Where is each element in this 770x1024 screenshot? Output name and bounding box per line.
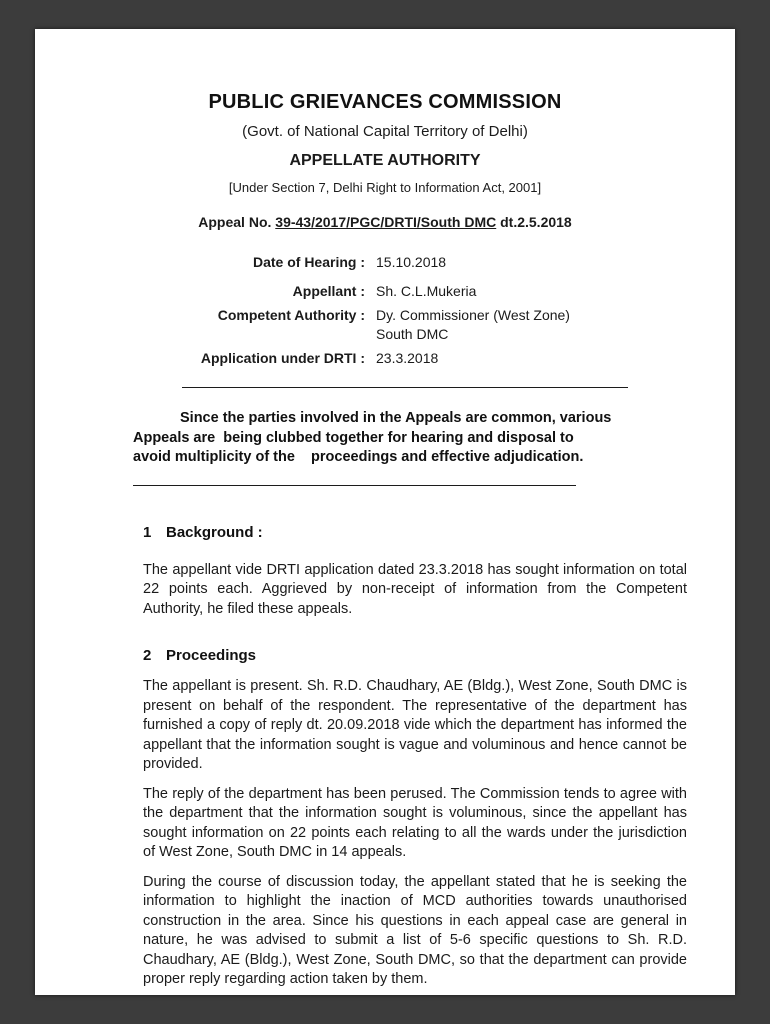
paragraph: The appellant is present. Sh. R.D. Chaudhary, AE (Bldg.), West Zone, South DMC is present on behalf of the respondent. The representative of the department has furnished a copy of reply dt. 20.09.2018 vide which the department has informed the appellant that the information sought is vague and voluminous and hence cannot be provided. xyxy=(143,678,687,772)
section-heading xyxy=(143,524,687,541)
divider-bottom xyxy=(133,485,576,486)
meta-value: Sh. C.L.Mukeria xyxy=(376,283,477,299)
govt-subtitle: (Govt. of National Capital Territory of Delhi) xyxy=(242,123,528,140)
clubbing-note-line: Since the parties involved in the Appeals are common, various xyxy=(180,410,612,426)
clubbing-note xyxy=(133,409,675,468)
meta-value: 15.10.2018 xyxy=(376,254,447,270)
appeal-date-suffix: dt.2.5.2018 xyxy=(496,214,572,230)
meta-value-line: Dy. Commissioner (West Zone) xyxy=(376,307,570,323)
commission-title: PUBLIC GRIEVANCES COMMISSION xyxy=(208,91,562,113)
meta-value-line: South DMC xyxy=(376,326,449,342)
act-reference-line: [Under Section 7, Delhi Right to Information Act, 2001] xyxy=(228,180,542,195)
section-heading xyxy=(143,647,687,664)
meta-label: Competent Authority : xyxy=(217,307,365,323)
meta-row-application-under-drti xyxy=(35,349,735,368)
section-number: 1 xyxy=(143,523,152,541)
authority-title: APPELLATE AUTHORITY xyxy=(289,152,481,169)
meta-row-appellant xyxy=(35,282,735,301)
section-background xyxy=(143,524,687,620)
clubbing-note-line: avoid multiplicity of the proceedings and effective adjudication. xyxy=(133,449,584,465)
paragraph: The appellant vide DRTI application dated 23.3.2018 has sought information on total 22 points each. Aggrieved by non-receipt of information from the Competent Authority, he filed these appeals. xyxy=(143,561,687,617)
section-heading-text: Proceedings xyxy=(166,647,257,664)
document-body xyxy=(143,524,687,990)
section-proceedings xyxy=(143,647,687,990)
meta-row-date-of-hearing xyxy=(35,253,735,272)
paragraph: The reply of the department has been perused. The Commission tends to agree with the department that the information sought is voluminous, since the appellant has sought information on 22 points each relating to all the wards under the jurisdiction of West Zone, South DMC in 14 appeals. xyxy=(143,785,687,860)
appeal-number-line xyxy=(35,214,735,230)
document-header xyxy=(35,29,735,230)
meta-label: Application under DRTI : xyxy=(200,350,365,366)
document-page xyxy=(35,29,735,995)
appeal-prefix: Appeal No. xyxy=(198,214,276,230)
meta-value: 23.3.2018 xyxy=(376,350,439,366)
meta-row-competent-authority xyxy=(35,306,735,344)
section-number: 2 xyxy=(143,647,152,664)
appeal-number: 39-43/2017/PGC/DRTI/South DMC xyxy=(275,214,497,230)
meta-label: Date of Hearing : xyxy=(252,254,365,270)
meta-value xyxy=(365,306,570,344)
paragraph: During the course of discussion today, the appellant stated that he is seeking the information to highlight the inaction of MCD authorities towards unauthorised construction in the area. Since his questions in each appeal case are general in nature, he was advised to submit a list of 5-6 specific questions to Sh. R.D. Chaudhary, AE (Bldg.), West Zone, South DMC, so that the department can provide proper reply regarding action taken by them. xyxy=(143,873,687,987)
clubbing-note-line: Appeals are being clubbed together for hearing and disposal to xyxy=(133,429,574,446)
divider-top xyxy=(182,387,628,388)
case-meta-block xyxy=(35,253,735,368)
section-heading-text: Background : xyxy=(166,523,263,541)
meta-label: Appellant : xyxy=(292,283,365,299)
